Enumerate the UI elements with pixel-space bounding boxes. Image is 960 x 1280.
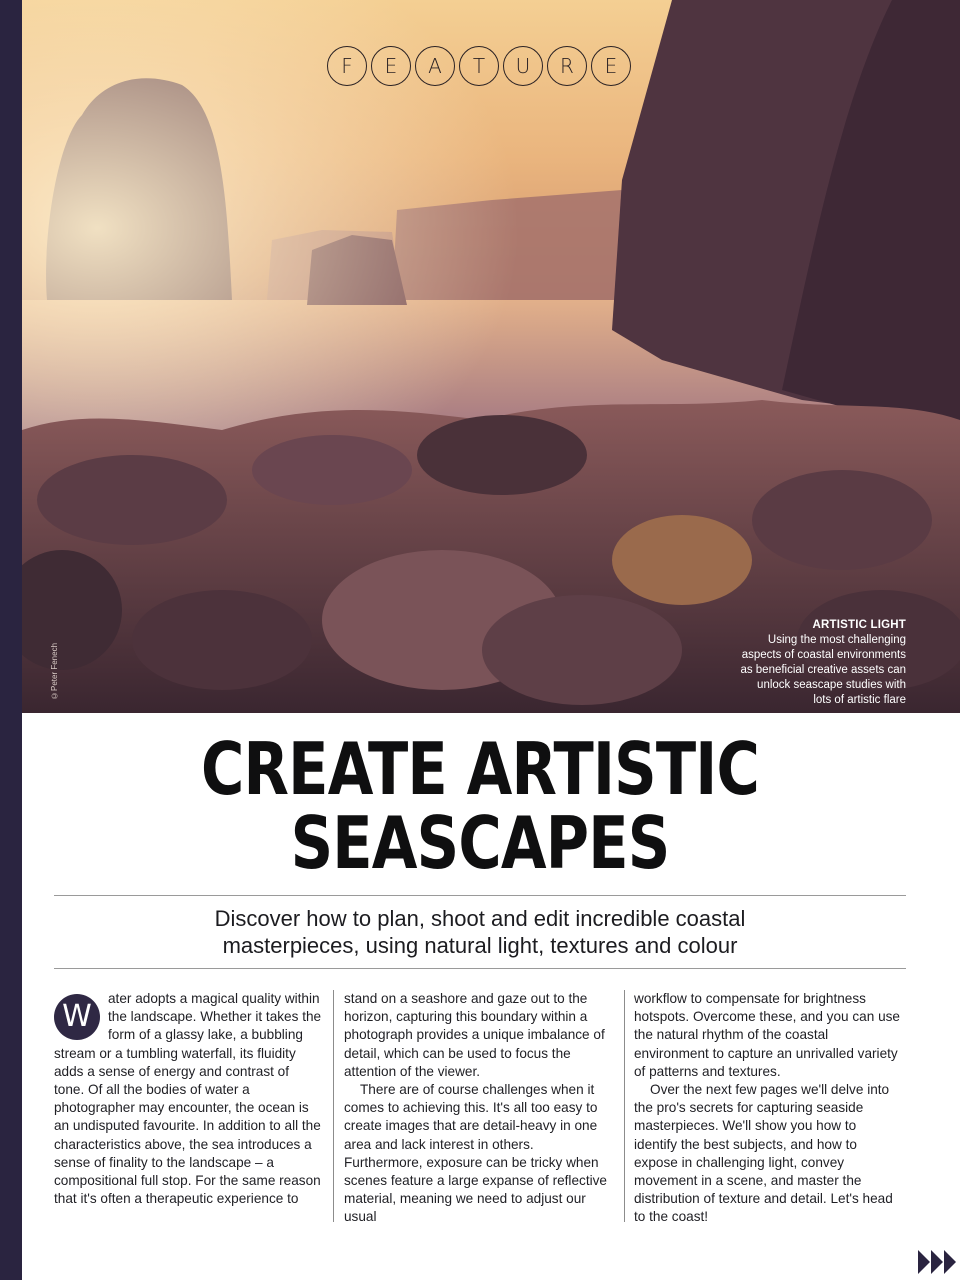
feature-letter: R [547, 46, 587, 86]
feature-letter: U [503, 46, 543, 86]
caption-title: ARTISTIC LIGHT [812, 619, 906, 631]
hero-photo [22, 0, 960, 713]
headline-line: SEASCAPES [290, 801, 670, 885]
boulder [37, 455, 227, 545]
standfirst [54, 905, 906, 959]
page-spine [0, 0, 22, 1280]
column-divider [333, 990, 334, 1222]
caption-line: Using the most challenging [767, 634, 906, 646]
body-columns [54, 990, 906, 1230]
boulder [132, 590, 312, 690]
column-divider [624, 990, 625, 1222]
boulder [612, 515, 752, 605]
caption-line: aspects of coastal environments [741, 649, 906, 661]
boulder [417, 415, 587, 495]
divider-top [54, 895, 906, 896]
boulder [752, 470, 932, 570]
next-page-arrows-icon[interactable] [918, 1250, 958, 1274]
body-paragraph: There are of course challenges when it comes to achieving this. It's all too easy to create images that are detail-heavy in one area and lack interest in others. Furthermore, exposure can be tricky when scenes feature a large expanse of reflective material, meaning we need to adjust our usual [344, 1082, 607, 1225]
seascape-illustration [22, 0, 960, 713]
feature-letter: A [415, 46, 455, 86]
feature-letter: F [327, 46, 367, 86]
body-paragraph: ater adopts a magical quality within the landscape. Whether it takes the form of a glassy lake, a bubbling stream or a tumbling waterfall, its fluidity adds a sense of energy and contrast of tone. Of all the bodies of water a photographer may encounter, the ocean is an undisputed favourite. In addition to all the characteristics above, the sea introduces a sense of finality to the landscape – a compositional full stop. For the same reason that it's often a therapeutic experience to [54, 991, 322, 1207]
boulder [252, 435, 412, 505]
body-paragraph: workflow to compensate for brightness hotspots. Overcome these, and you can use the natural rhythm of the coastal environment to capture an unrivalled variety of patterns and textures. [634, 991, 900, 1079]
feature-label [327, 46, 631, 88]
drop-cap: W [54, 994, 100, 1040]
photo-caption [706, 618, 906, 708]
caption-line: as beneficial creative assets can [740, 664, 906, 676]
feature-letter: E [371, 46, 411, 86]
body-paragraph: Over the next few pages we'll delve into the pro's secrets for capturing seaside masterpieces. We'll show you how to identify the best subjects, and how to expose in challenging light, convey movement in a scene, and master the distribution of texture and detail. Let's head to the coast! [634, 1082, 893, 1225]
caption-line: lots of artistic flare [813, 694, 906, 706]
feature-letter: E [591, 46, 631, 86]
body-paragraph: stand on a seashore and gaze out to the horizon, capturing this boundary within a photograph provides a unique imbalance of detail, which can be used to focus the attention of the viewer. [344, 991, 605, 1079]
boulder [482, 595, 682, 705]
body-column-3 [634, 990, 902, 1227]
standfirst-line: masterpieces, using natural light, textures and colour [222, 933, 738, 958]
headline-line: CREATE ARTISTIC [201, 727, 759, 811]
divider-bottom [54, 968, 906, 969]
body-column-2 [344, 990, 612, 1227]
article-headline [131, 727, 830, 885]
caption-line: unlock seascape studies with [757, 679, 906, 691]
body-column-1 [54, 990, 322, 1208]
standfirst-line: Discover how to plan, shoot and edit incredible coastal [214, 906, 746, 931]
photo-credit: ©Peter Fenech [50, 642, 59, 700]
feature-letter: T [459, 46, 499, 86]
